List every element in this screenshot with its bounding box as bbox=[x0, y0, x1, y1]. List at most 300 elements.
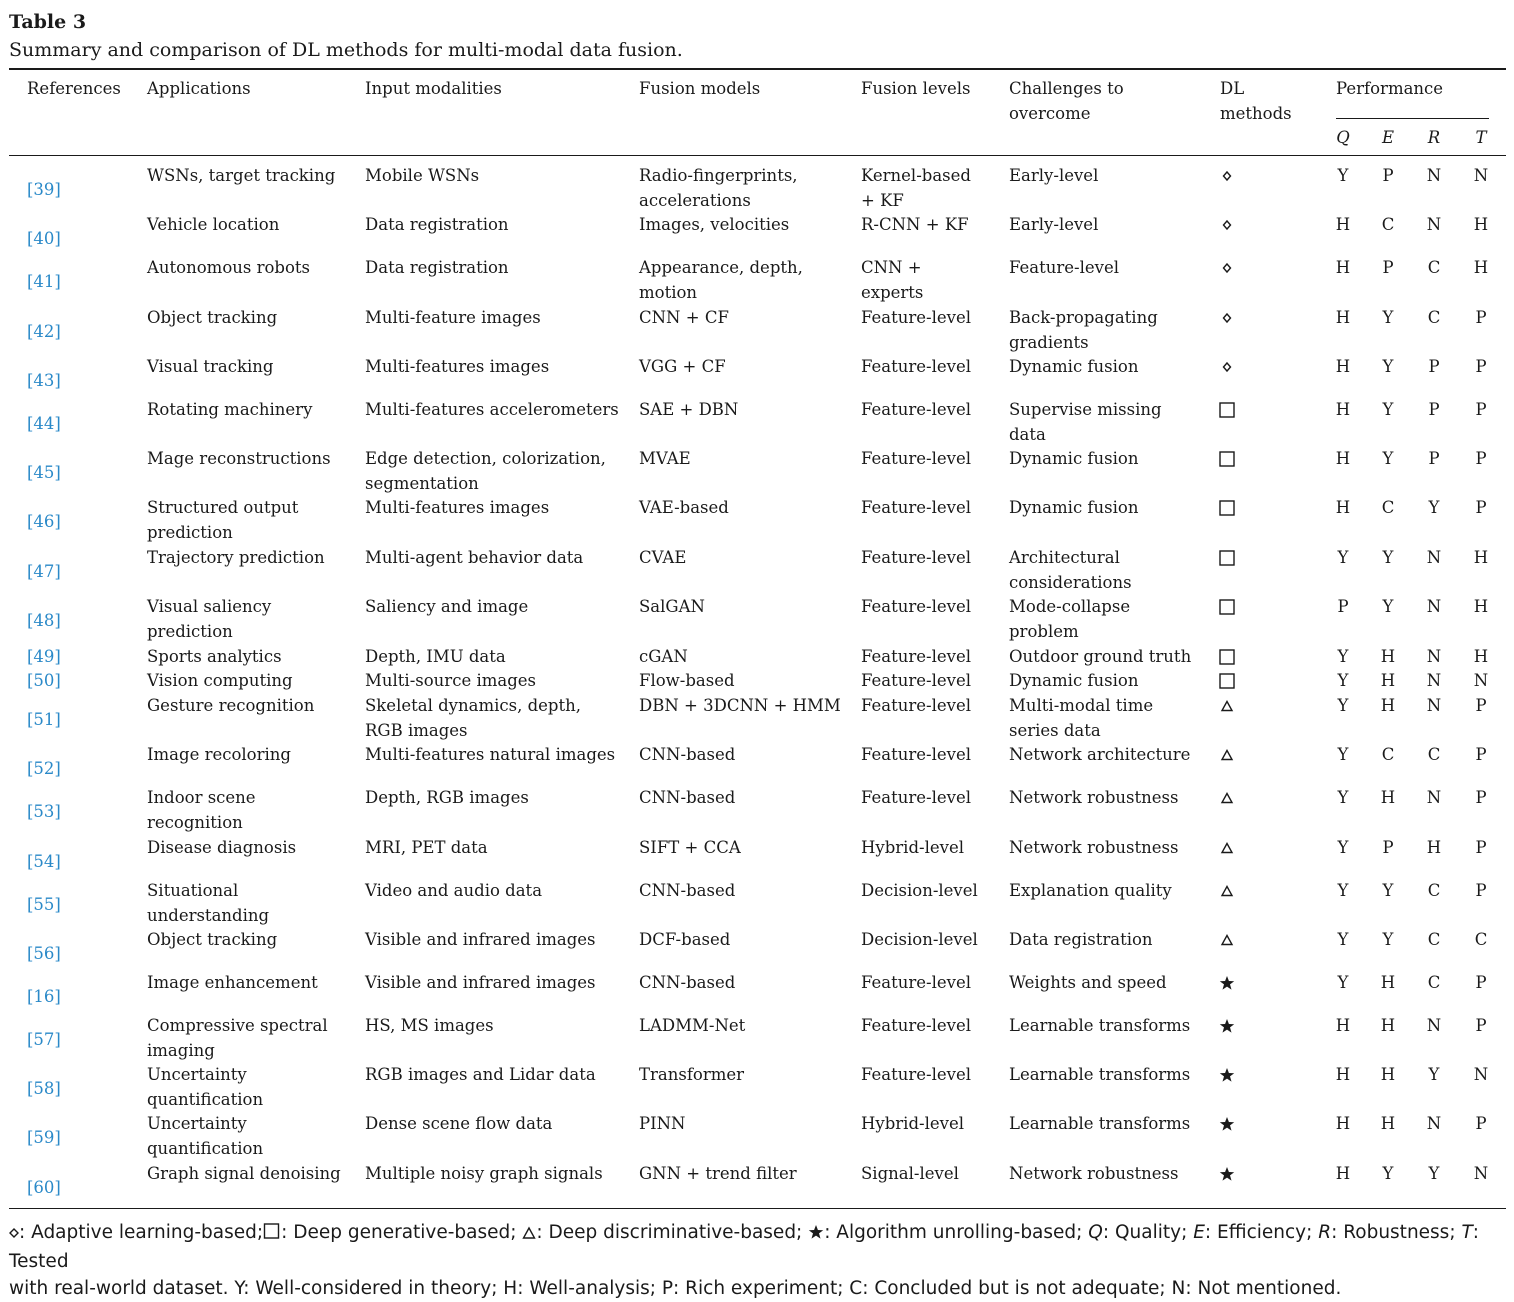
reference-link[interactable]: [46] bbox=[27, 512, 61, 531]
reference-link[interactable]: [55] bbox=[27, 895, 61, 914]
perf-t-value: N bbox=[1473, 1065, 1489, 1084]
perf-r-value: N bbox=[1426, 788, 1442, 807]
cell-level: Feature-level bbox=[861, 745, 972, 764]
cell-app: Trajectory prediction bbox=[147, 548, 325, 567]
reference-link[interactable]: [44] bbox=[27, 414, 61, 433]
star-icon bbox=[1218, 1115, 1236, 1133]
footnote-q-key: Q bbox=[1088, 1222, 1103, 1243]
perf-r-value: P bbox=[1428, 449, 1440, 468]
perf-t-value: N bbox=[1473, 1164, 1489, 1183]
perf-q-value: H bbox=[1335, 1016, 1351, 1035]
cell-challenge: Network robustness bbox=[1009, 1164, 1179, 1183]
perf-t-value: P bbox=[1475, 881, 1487, 900]
cell-input: Mobile WSNs bbox=[365, 166, 480, 185]
perf-q-value: H bbox=[1335, 1164, 1351, 1183]
perf-t-value: P bbox=[1475, 745, 1487, 764]
perf-q-value: Y bbox=[1337, 647, 1349, 666]
cell-challenge: data bbox=[1009, 425, 1046, 444]
cell-input: Visible and infrared images bbox=[365, 973, 596, 992]
perf-e-value: H bbox=[1380, 671, 1396, 690]
perf-q-value: P bbox=[1337, 597, 1349, 616]
cell-level: Feature-level bbox=[861, 671, 972, 690]
cell-input: Dense scene flow data bbox=[365, 1114, 553, 1133]
perf-q-value: H bbox=[1335, 308, 1351, 327]
perf-t-value: P bbox=[1475, 357, 1487, 376]
table-caption-label: Table 3 bbox=[9, 11, 87, 33]
perf-r-value: C bbox=[1427, 258, 1441, 277]
perf-e-value: H bbox=[1380, 647, 1396, 666]
cell-model: CNN-based bbox=[639, 881, 736, 900]
cell-level: Feature-level bbox=[861, 1065, 972, 1084]
cell-level: Feature-level bbox=[861, 1016, 972, 1035]
perf-q-value: H bbox=[1335, 258, 1351, 277]
cell-level: Feature-level bbox=[861, 973, 972, 992]
cell-model: Transformer bbox=[639, 1065, 745, 1084]
perf-e-value: Y bbox=[1382, 308, 1394, 327]
cell-model: SalGAN bbox=[639, 597, 705, 616]
cell-app: Compressive spectral bbox=[147, 1016, 328, 1035]
cell-model: SIFT + CCA bbox=[639, 838, 741, 857]
cell-input: Multi-agent behavior data bbox=[365, 548, 584, 567]
reference-link[interactable]: [16] bbox=[27, 987, 61, 1006]
square-icon bbox=[1218, 672, 1236, 690]
perf-q-value: Y bbox=[1337, 166, 1349, 185]
perf-r-value: C bbox=[1427, 745, 1441, 764]
header-perf-r: R bbox=[1427, 128, 1441, 147]
perf-t-value: P bbox=[1475, 400, 1487, 419]
perf-r-value: C bbox=[1427, 881, 1441, 900]
header-perf-q: Q bbox=[1336, 128, 1350, 147]
diamond-icon bbox=[1218, 216, 1236, 234]
perf-r-value: P bbox=[1428, 357, 1440, 376]
perf-q-value: Y bbox=[1337, 930, 1349, 949]
cell-level: + KF bbox=[861, 191, 904, 210]
cell-input: Data registration bbox=[365, 215, 509, 234]
cell-input: Multi-features accelerometers bbox=[365, 400, 619, 419]
cell-app: Autonomous robots bbox=[147, 258, 311, 277]
cell-input: RGB images bbox=[365, 721, 468, 740]
cell-app: Image recoloring bbox=[147, 745, 291, 764]
perf-t-value: P bbox=[1475, 788, 1487, 807]
perf-r-value: N bbox=[1426, 671, 1442, 690]
cell-level: Feature-level bbox=[861, 788, 972, 807]
cell-challenge: Weights and speed bbox=[1009, 973, 1167, 992]
perf-t-value: H bbox=[1473, 215, 1489, 234]
cell-app: WSNs, target tracking bbox=[147, 166, 336, 185]
cell-challenge: Network architecture bbox=[1009, 745, 1191, 764]
cell-app: recognition bbox=[147, 813, 243, 832]
cell-model: DCF-based bbox=[639, 930, 731, 949]
cell-app: quantification bbox=[147, 1139, 264, 1158]
cell-app: prediction bbox=[147, 622, 233, 641]
reference-link[interactable]: [50] bbox=[27, 671, 61, 690]
star-icon bbox=[808, 1221, 824, 1248]
cell-input: Saliency and image bbox=[365, 597, 529, 616]
perf-r-value: H bbox=[1426, 838, 1442, 857]
reference-link[interactable]: [59] bbox=[27, 1128, 61, 1147]
cell-level: Hybrid-level bbox=[861, 1114, 964, 1133]
cell-app: imaging bbox=[147, 1041, 215, 1060]
cell-model: motion bbox=[639, 283, 698, 302]
cell-app: understanding bbox=[147, 906, 270, 925]
cell-challenge: Network robustness bbox=[1009, 838, 1179, 857]
reference-link[interactable]: [39] bbox=[27, 180, 61, 199]
cell-challenge: Dynamic fusion bbox=[1009, 357, 1139, 376]
cell-input: segmentation bbox=[365, 474, 479, 493]
cell-model: LADMM-Net bbox=[639, 1016, 746, 1035]
cell-model: GNN + trend filter bbox=[639, 1164, 797, 1183]
footnote-triangle-def: : Deep discriminative-based; bbox=[536, 1222, 803, 1243]
cell-app: Disease diagnosis bbox=[147, 838, 297, 857]
perf-t-value: P bbox=[1475, 1114, 1487, 1133]
perf-q-value: H bbox=[1335, 498, 1351, 517]
cell-model: PINN bbox=[639, 1114, 686, 1133]
header-applications: Applications bbox=[147, 79, 251, 98]
cell-level: Feature-level bbox=[861, 357, 972, 376]
cell-input: Visible and infrared images bbox=[365, 930, 596, 949]
perf-e-value: Y bbox=[1382, 449, 1394, 468]
footnote-e-key: E bbox=[1193, 1222, 1205, 1243]
cell-input: Multi-feature images bbox=[365, 308, 541, 327]
cell-challenge: Multi-modal time bbox=[1009, 696, 1154, 715]
perf-t-value: H bbox=[1473, 647, 1489, 666]
perf-q-value: Y bbox=[1337, 881, 1349, 900]
reference-link[interactable]: [45] bbox=[27, 463, 61, 482]
perf-e-value: Y bbox=[1382, 357, 1394, 376]
perf-e-value: H bbox=[1380, 788, 1396, 807]
cell-input: MRI, PET data bbox=[365, 838, 488, 857]
reference-link[interactable]: [47] bbox=[27, 562, 61, 581]
perf-r-value: C bbox=[1427, 930, 1441, 949]
reference-link[interactable]: [54] bbox=[27, 852, 61, 871]
diamond-icon bbox=[1218, 167, 1236, 185]
cell-input: HS, MS images bbox=[365, 1016, 494, 1035]
perf-q-value: Y bbox=[1337, 745, 1349, 764]
cell-model: accelerations bbox=[639, 191, 751, 210]
cell-app: Visual tracking bbox=[147, 357, 274, 376]
perf-q-value: H bbox=[1335, 357, 1351, 376]
perf-r-value: N bbox=[1426, 1016, 1442, 1035]
cell-app: Rotating machinery bbox=[147, 400, 313, 419]
perf-e-value: H bbox=[1380, 1016, 1396, 1035]
cell-challenge: Dynamic fusion bbox=[1009, 498, 1139, 517]
perf-q-value: H bbox=[1335, 400, 1351, 419]
cell-app: Graph signal denoising bbox=[147, 1164, 341, 1183]
perf-e-value: P bbox=[1382, 838, 1394, 857]
cell-app: Visual saliency bbox=[147, 597, 272, 616]
cell-challenge: problem bbox=[1009, 622, 1079, 641]
cell-challenge: Learnable transforms bbox=[1009, 1016, 1191, 1035]
perf-r-value: C bbox=[1427, 973, 1441, 992]
cell-challenge: Early-level bbox=[1009, 215, 1099, 234]
perf-t-value: P bbox=[1475, 1016, 1487, 1035]
header-perf-e: E bbox=[1381, 128, 1395, 147]
perf-e-value: Y bbox=[1382, 1164, 1394, 1183]
cell-challenge: Data registration bbox=[1009, 930, 1153, 949]
perf-t-value: H bbox=[1473, 548, 1489, 567]
perf-t-value: P bbox=[1475, 973, 1487, 992]
perf-q-value: H bbox=[1335, 1065, 1351, 1084]
perf-q-value: Y bbox=[1337, 973, 1349, 992]
cell-level: Feature-level bbox=[861, 308, 972, 327]
footnote-t-def: : Tested bbox=[9, 1222, 1479, 1272]
reference-link[interactable]: [49] bbox=[27, 647, 61, 666]
reference-link[interactable]: [43] bbox=[27, 371, 61, 390]
header-perf-t: T bbox=[1475, 128, 1487, 147]
cell-challenge: Network robustness bbox=[1009, 788, 1179, 807]
header-challenges: Challenges to overcome bbox=[1009, 79, 1124, 123]
perf-e-value: P bbox=[1382, 258, 1394, 277]
cell-app: Gesture recognition bbox=[147, 696, 315, 715]
cell-app: Object tracking bbox=[147, 930, 278, 949]
diamond-icon bbox=[1218, 259, 1236, 277]
cell-input: Skeletal dynamics, depth, bbox=[365, 696, 581, 715]
cell-input: Multi-features natural images bbox=[365, 745, 616, 764]
perf-r-value: Y bbox=[1428, 1065, 1440, 1084]
star-icon bbox=[1218, 974, 1236, 992]
perf-e-value: Y bbox=[1382, 400, 1394, 419]
cell-model: CVAE bbox=[639, 548, 687, 567]
perf-e-value: C bbox=[1381, 498, 1395, 517]
cell-input: Multi-features images bbox=[365, 498, 550, 517]
footnote-q-def: : Quality; bbox=[1102, 1222, 1188, 1243]
cell-app: Sports analytics bbox=[147, 647, 282, 666]
square-icon bbox=[1218, 648, 1236, 666]
triangle-icon bbox=[1218, 789, 1236, 807]
cell-model: Images, velocities bbox=[639, 215, 790, 234]
diamond-icon bbox=[9, 1221, 19, 1248]
cell-app: Situational bbox=[147, 881, 239, 900]
reference-link[interactable]: [52] bbox=[27, 759, 61, 778]
perf-t-value: N bbox=[1473, 166, 1489, 185]
cell-input: Video and audio data bbox=[365, 881, 543, 900]
cell-level: experts bbox=[861, 283, 924, 302]
reference-link[interactable]: [41] bbox=[27, 272, 61, 291]
cell-level: CNN + bbox=[861, 258, 922, 277]
perf-q-value: Y bbox=[1337, 838, 1349, 857]
star-icon bbox=[1218, 1066, 1236, 1084]
table-footnote bbox=[9, 1219, 1509, 1302]
cell-level: Feature-level bbox=[861, 400, 972, 419]
cell-challenge: Dynamic fusion bbox=[1009, 449, 1139, 468]
star-icon bbox=[1218, 1165, 1236, 1183]
cell-challenge: gradients bbox=[1009, 333, 1089, 352]
cell-app: Uncertainty bbox=[147, 1065, 247, 1084]
perf-t-value: P bbox=[1475, 308, 1487, 327]
footnote-e-def: : Efficiency; bbox=[1204, 1222, 1313, 1243]
perf-e-value: H bbox=[1380, 1114, 1396, 1133]
cell-app: prediction bbox=[147, 523, 233, 542]
cell-level: Feature-level bbox=[861, 548, 972, 567]
cell-model: Appearance, depth, bbox=[639, 258, 803, 277]
triangle-icon bbox=[1218, 697, 1236, 715]
cell-model: CNN-based bbox=[639, 788, 736, 807]
reference-link[interactable]: [40] bbox=[27, 229, 61, 248]
perf-r-value: N bbox=[1426, 696, 1442, 715]
cell-level: Decision-level bbox=[861, 930, 978, 949]
reference-link[interactable]: [57] bbox=[27, 1030, 61, 1049]
perf-t-value: P bbox=[1475, 449, 1487, 468]
perf-r-value: N bbox=[1426, 215, 1442, 234]
cell-model: SAE + DBN bbox=[639, 400, 739, 419]
header-fusion-levels: Fusion levels bbox=[861, 79, 971, 98]
cell-challenge: Early-level bbox=[1009, 166, 1099, 185]
cell-input: Depth, RGB images bbox=[365, 788, 529, 807]
cell-app: Mage reconstructions bbox=[147, 449, 331, 468]
reference-link[interactable]: [60] bbox=[27, 1178, 61, 1197]
reference-link[interactable]: [53] bbox=[27, 802, 61, 821]
perf-r-value: Y bbox=[1428, 1164, 1440, 1183]
perf-e-value: Y bbox=[1382, 597, 1394, 616]
perf-t-value: H bbox=[1473, 597, 1489, 616]
perf-e-value: Y bbox=[1382, 881, 1394, 900]
cell-app: Uncertainty bbox=[147, 1114, 247, 1133]
square-icon bbox=[1218, 450, 1236, 468]
footnote-line2: with real-world dataset. Y: Well-considered in theory; H: Well-analysis; P: Rich experiment; C: Concluded but is not adequate; N: Not mentioned. bbox=[9, 1278, 1342, 1299]
perf-r-value: N bbox=[1426, 548, 1442, 567]
cell-model: VAE-based bbox=[639, 498, 729, 517]
cell-model: CNN-based bbox=[639, 973, 736, 992]
cell-model: cGAN bbox=[639, 647, 688, 666]
triangle-icon bbox=[1218, 882, 1236, 900]
cell-level: Feature-level bbox=[861, 647, 972, 666]
triangle-icon bbox=[1218, 931, 1236, 949]
cell-model: VGG + CF bbox=[639, 357, 726, 376]
perf-t-value: P bbox=[1475, 498, 1487, 517]
cell-challenge: series data bbox=[1009, 721, 1101, 740]
square-icon bbox=[1218, 598, 1236, 616]
perf-e-value: Y bbox=[1382, 930, 1394, 949]
cell-app: Structured output bbox=[147, 498, 299, 517]
perf-q-value: Y bbox=[1337, 696, 1349, 715]
perf-e-value: C bbox=[1381, 745, 1395, 764]
cell-level: Feature-level bbox=[861, 449, 972, 468]
diamond-icon bbox=[1218, 309, 1236, 327]
perf-r-value: N bbox=[1426, 647, 1442, 666]
perf-t-value: C bbox=[1474, 930, 1488, 949]
cell-level: Decision-level bbox=[861, 881, 978, 900]
header-references: References bbox=[27, 79, 121, 98]
cell-challenge: Mode-collapse bbox=[1009, 597, 1131, 616]
footnote-star-def: : Algorithm unrolling-based; bbox=[824, 1222, 1083, 1243]
cell-model: Flow-based bbox=[639, 671, 735, 690]
perf-q-value: Y bbox=[1337, 548, 1349, 567]
perf-e-value: H bbox=[1380, 973, 1396, 992]
cell-challenge: Learnable transforms bbox=[1009, 1065, 1191, 1084]
perf-r-value: P bbox=[1428, 400, 1440, 419]
triangle-icon bbox=[1218, 839, 1236, 857]
cell-level: Feature-level bbox=[861, 597, 972, 616]
cell-input: Depth, IMU data bbox=[365, 647, 506, 666]
perf-e-value: C bbox=[1381, 215, 1395, 234]
cell-app: Indoor scene bbox=[147, 788, 256, 807]
cell-input: Data registration bbox=[365, 258, 509, 277]
header-input-modalities: Input modalities bbox=[365, 79, 502, 98]
header-performance: Performance bbox=[1336, 79, 1444, 98]
square-icon bbox=[1218, 401, 1236, 419]
table-caption-text: Summary and comparison of DL methods for multi-modal data fusion. bbox=[9, 39, 683, 61]
cell-model: Radio-fingerprints, bbox=[639, 166, 798, 185]
footnote-r-def: : Robustness; bbox=[1331, 1222, 1456, 1243]
footnote-square-def: : Deep generative-based; bbox=[281, 1222, 517, 1243]
perf-e-value: P bbox=[1382, 166, 1394, 185]
cell-challenge: Learnable transforms bbox=[1009, 1114, 1191, 1133]
cell-model: CNN + CF bbox=[639, 308, 729, 327]
cell-level: Hybrid-level bbox=[861, 838, 964, 857]
perf-q-value: Y bbox=[1337, 788, 1349, 807]
cell-model: CNN-based bbox=[639, 745, 736, 764]
cell-input: Multi-source images bbox=[365, 671, 537, 690]
cell-app: Vehicle location bbox=[147, 215, 280, 234]
triangle-icon bbox=[1218, 746, 1236, 764]
perf-r-value: C bbox=[1427, 308, 1441, 327]
cell-challenge: Back-propagating bbox=[1009, 308, 1158, 327]
cell-input: Edge detection, colorization, bbox=[365, 449, 606, 468]
cell-app: quantification bbox=[147, 1090, 264, 1109]
cell-app: Object tracking bbox=[147, 308, 278, 327]
footnote-t-key: T bbox=[1461, 1222, 1473, 1243]
star-icon bbox=[1218, 1017, 1236, 1035]
cell-model: MVAE bbox=[639, 449, 691, 468]
perf-q-value: H bbox=[1335, 215, 1351, 234]
cell-challenge: Explanation quality bbox=[1009, 881, 1172, 900]
cell-level: R-CNN + KF bbox=[861, 215, 969, 234]
perf-e-value: H bbox=[1380, 696, 1396, 715]
cell-challenge: considerations bbox=[1009, 573, 1132, 592]
perf-t-value: H bbox=[1473, 258, 1489, 277]
bottom-rule bbox=[9, 1208, 1506, 1209]
cell-challenge: Feature-level bbox=[1009, 258, 1120, 277]
cell-app: Vision computing bbox=[147, 671, 293, 690]
cell-challenge: Architectural bbox=[1009, 548, 1120, 567]
perf-t-value: P bbox=[1475, 838, 1487, 857]
perf-q-value: Y bbox=[1337, 671, 1349, 690]
perf-e-value: Y bbox=[1382, 548, 1394, 567]
square-icon bbox=[1218, 549, 1236, 567]
reference-link[interactable]: [48] bbox=[27, 611, 61, 630]
reference-link[interactable]: [42] bbox=[27, 322, 61, 341]
perf-e-value: H bbox=[1380, 1065, 1396, 1084]
perf-r-value: N bbox=[1426, 1114, 1442, 1133]
cell-input: Multi-features images bbox=[365, 357, 550, 376]
perf-t-value: N bbox=[1473, 671, 1489, 690]
cell-challenge: Supervise missing bbox=[1009, 400, 1162, 419]
cell-level: Kernel-based bbox=[861, 166, 971, 185]
cell-level: Signal-level bbox=[861, 1164, 959, 1183]
header-fusion-models: Fusion models bbox=[639, 79, 761, 98]
perf-q-value: H bbox=[1335, 1114, 1351, 1133]
perf-r-value: N bbox=[1426, 166, 1442, 185]
reference-link[interactable]: [51] bbox=[27, 710, 61, 729]
reference-link[interactable]: [58] bbox=[27, 1079, 61, 1098]
cell-level: Feature-level bbox=[861, 696, 972, 715]
footnote-diamond-def: : Adaptive learning-based; bbox=[19, 1222, 264, 1243]
reference-link[interactable]: [56] bbox=[27, 944, 61, 963]
square-icon bbox=[1218, 499, 1236, 517]
perf-t-value: P bbox=[1475, 696, 1487, 715]
perf-r-value: Y bbox=[1428, 498, 1440, 517]
perf-q-value: H bbox=[1335, 449, 1351, 468]
perf-r-value: N bbox=[1426, 597, 1442, 616]
footnote-r-key: R bbox=[1318, 1222, 1332, 1243]
cell-level: Feature-level bbox=[861, 498, 972, 517]
cell-model: DBN + 3DCNN + HMM bbox=[639, 696, 841, 715]
header-dl-methods: DL methods bbox=[1220, 79, 1292, 123]
square-icon bbox=[263, 1221, 281, 1248]
cell-challenge: Outdoor ground truth bbox=[1009, 647, 1192, 666]
cell-input: Multiple noisy graph signals bbox=[365, 1164, 603, 1183]
diamond-icon bbox=[1218, 358, 1236, 376]
